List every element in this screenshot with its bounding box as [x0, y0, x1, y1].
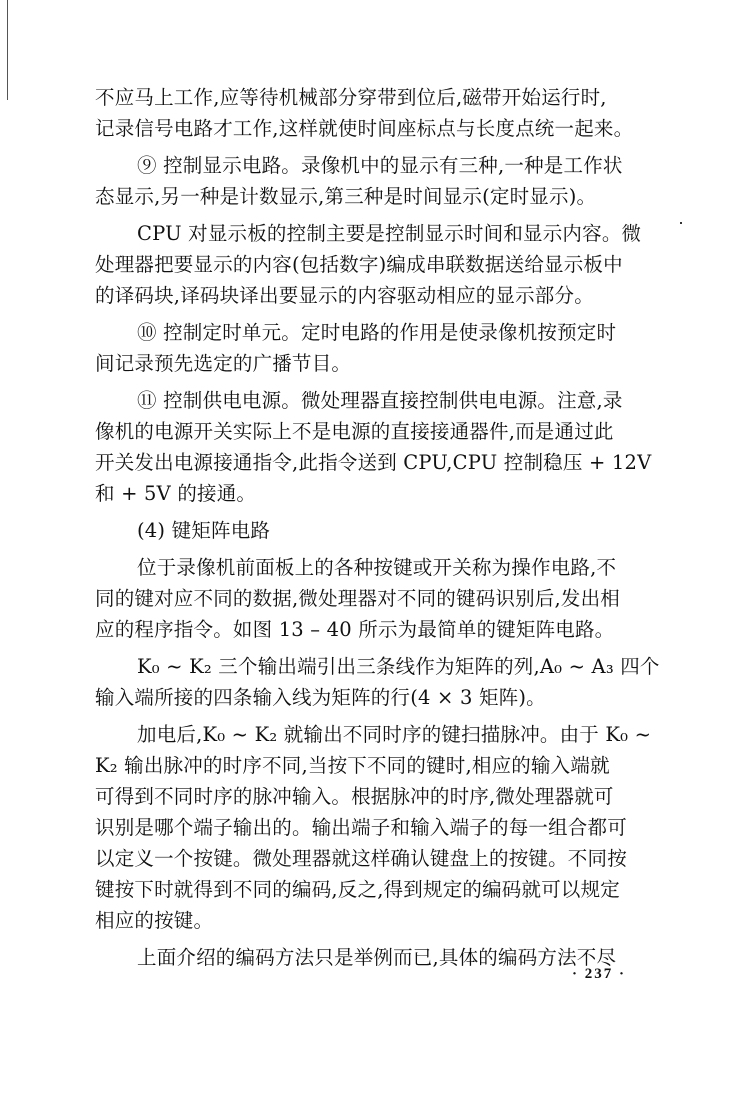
text-line: 像机的电源开关实际上不是电源的直接接通器件,而是通过此 — [95, 420, 614, 443]
text-line: 上面介绍的编码方法只是举例而已,具体的编码方法不尽 — [137, 946, 617, 969]
text-line: 的译码块,译码块译出要显示的内容驱动相应的显示部分。 — [95, 284, 594, 307]
text-line: K₀ ~ K₂ 三个输出端引出三条线作为矩阵的列,A₀ ~ A₃ 四个 — [137, 655, 660, 678]
text-line: 位于录像机前面板上的各种按键或开关称为操作电路,不 — [137, 556, 617, 579]
text-line: ⑩ 控制定时单元。定时电路的作用是使录像机按预定时 — [137, 321, 617, 344]
text-line: 间记录预先选定的广播节目。 — [95, 352, 352, 375]
text-line: 识别是哪个端子输出的。输出端子和输入端子的每一组合都可 — [95, 816, 627, 839]
text-line: 输入端所接的四条输入线为矩阵的行(4 × 3 矩阵)。 — [95, 686, 546, 709]
text-line: 键按下时就得到不同的编码,反之,得到规定的编码就可以规定 — [95, 878, 620, 901]
text-line: ⑪ 控制供电电源。微处理器直接控制供电电源。注意,录 — [137, 389, 623, 412]
section-heading: (4) 键矩阵电路 — [137, 519, 271, 542]
text-line: 态显示,另一种是计数显示,第三种是时间显示(定时显示)。 — [95, 185, 597, 208]
binding-edge-line — [7, 0, 8, 100]
text-line: 可得到不同时序的脉冲输入。根据脉冲的时序,微处理器就可 — [95, 785, 614, 808]
text-line: 不应马上工作,应等待机械部分穿带到位后,磁带开始运行时, — [95, 86, 607, 109]
body-text — [95, 82, 680, 973]
text-line: 同的键对应不同的数据,微处理器对不同的键码识别后,发出相 — [95, 587, 620, 610]
text-line: 以定义一个按键。微处理器就这样确认键盘上的按键。不同按 — [95, 847, 627, 870]
text-line: 记录信号电路才工作,这样就使时间座标点与长度点统一起来。 — [95, 117, 634, 140]
text-line: 处理器把要显示的内容(包括数字)编成串联数据送给显示板中 — [95, 253, 623, 276]
text-line: CPU 对显示板的控制主要是控制显示时间和显示内容。微 — [137, 222, 642, 245]
text-line: 相应的按键。 — [95, 909, 214, 932]
text-line: 开关发出电源接通指令,此指令送到 CPU,CPU 控制稳压 + 12V — [95, 451, 652, 474]
text-line: 和 + 5V 的接通。 — [95, 482, 257, 505]
text-line: 应的程序指令。如图 13 – 40 所示为最简单的键矩阵电路。 — [95, 618, 615, 641]
page-number: · 237 · — [572, 966, 627, 982]
text-line: K₂ 输出脉冲的时序不同,当按下不同的键时,相应的输入端就 — [95, 754, 610, 777]
text-line: ⑨ 控制显示电路。录像机中的显示有三种,一种是工作状 — [137, 154, 623, 177]
text-line: 加电后,K₀ ~ K₂ 就输出不同时序的键扫描脉冲。由于 K₀ ~ — [137, 723, 652, 746]
margin-speck — [680, 222, 682, 224]
